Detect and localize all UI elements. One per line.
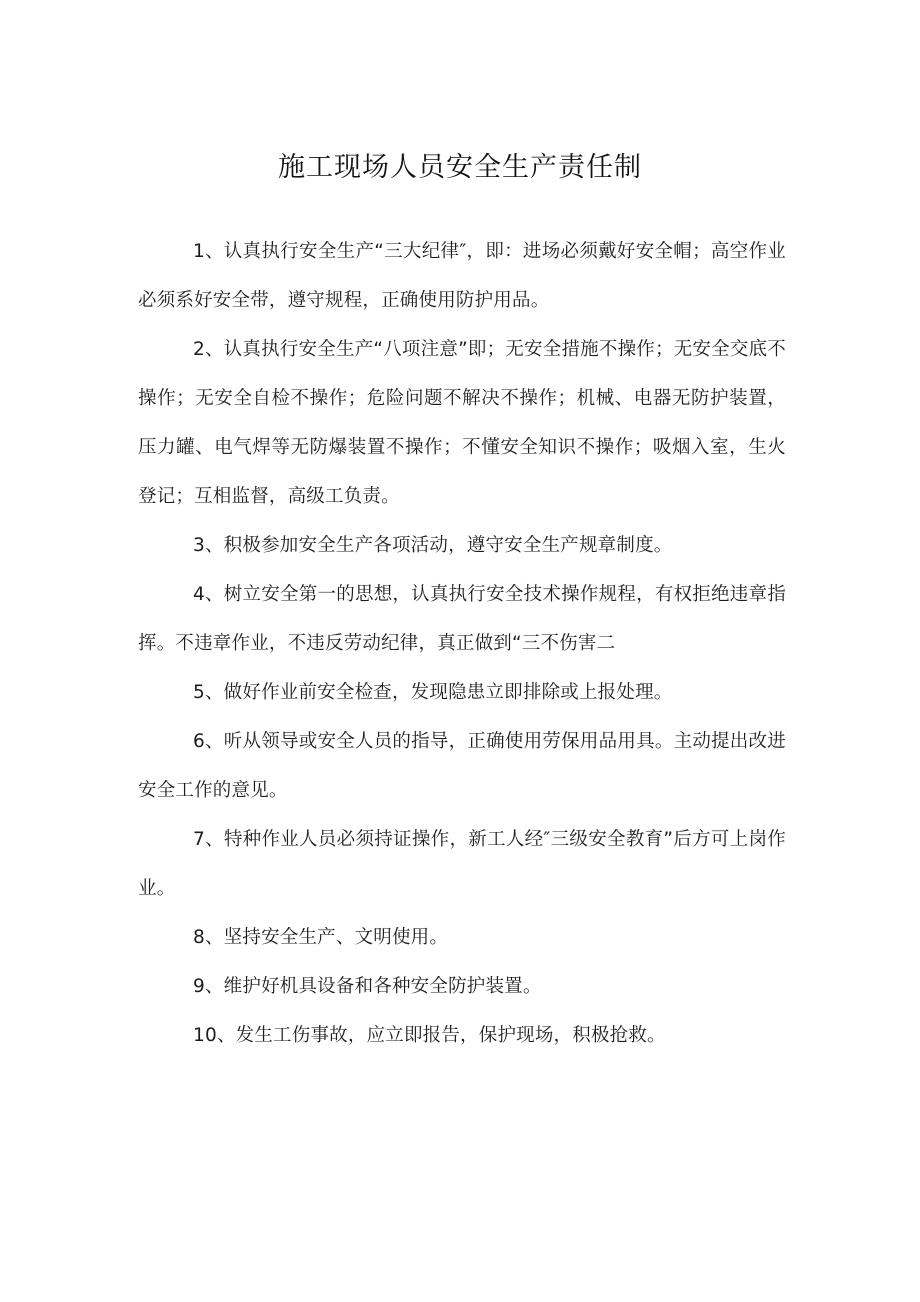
document-body bbox=[138, 227, 786, 1060]
paragraph-3: 3、积极参加安全生产各项活动，遵守安全生产规章制度。 bbox=[193, 535, 673, 556]
paragraph-1: 1、认真执行安全生产“三大纪律″，即：进场必须戴好安全帽；高空作业必须系好安全带，遵守规程，正确使用防护用品。 bbox=[138, 241, 786, 311]
paragraph-4: 4、树立安全第一的思想，认真执行安全技术操作规程，有权拒绝违章指挥。不违章作业，不违反劳动纪律，真正做到“三不伤害二 bbox=[138, 584, 786, 654]
paragraph-5: 5、做好作业前安全检查，发现隐患立即排除或上报处理。 bbox=[193, 682, 673, 703]
paragraph-2: 2、认真执行安全生产“八项注意”即；无安全措施不操作；无安全交底不操作；无安全自检不操作；危险问题不解决不操作；机械、电器无防护装置，压力罐、电气焊等无防爆装置不操作；不懂安全知识不操作；吸烟入室，生火登记；互相监督，高级工负责。 bbox=[138, 339, 786, 507]
paragraph-6: 6、听从领导或安全人员的指导，正确使用劳保用品用具。主动提出改进安全工作的意见。 bbox=[138, 731, 786, 801]
paragraph-8: 8、坚持安全生产、文明使用。 bbox=[193, 927, 449, 948]
paragraph-10: 10、发生工伤事故，应立即报告，保护现场，积极抢救。 bbox=[193, 1025, 666, 1046]
document-title: 施工现场人员安全生产责任制 bbox=[278, 152, 642, 183]
paragraph-9: 9、维护好机具设备和各种安全防护装置。 bbox=[193, 976, 542, 997]
paragraph-7: 7、特种作业人员必须持证操作，新工人经″三级安全教育”后方可上岗作业。 bbox=[138, 829, 786, 899]
